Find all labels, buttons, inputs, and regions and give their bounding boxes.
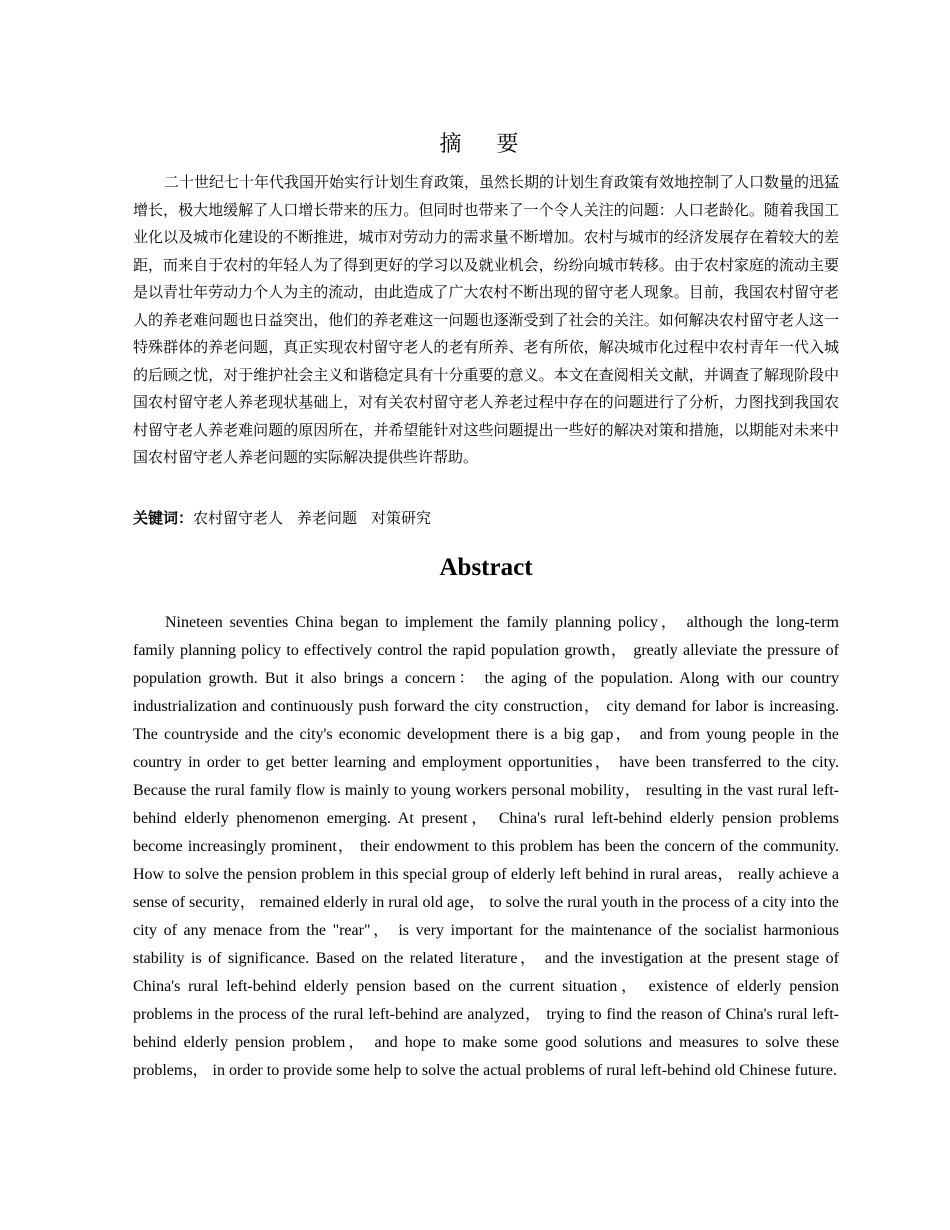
- keywords-line: [133, 505, 839, 531]
- english-abstract-body: Nineteen seventies China began to implement the family planning policy， although the long-term family planning policy to effectively control the rapid population growth， greatly alleviate the pressure of population growth. But it also brings a concern： the aging of the population. Along with our country industrialization and continuously push forward the city construction， city demand for labor is increasing. The countryside and the city's economic development there is a big gap， and from young people in the country in order to get better learning and employment opportunities， have been transferred to the city. Because the rural family flow is mainly to young workers personal mobility， resulting in the vast rural left-behind elderly phenomenon emerging. At present， China's rural left-behind elderly pension problems become increasingly prominent， their endowment to this problem has been the concern of the community. How to solve the pension problem in this special group of elderly left behind in rural areas， really achieve a sense of security， remained elderly in rural old age， to solve the rural youth in the process of a city into the city of any menace from the "rear"， is very important for the maintenance of the socialist harmonious stability is of significance. Based on the related literature， and the investigation at the present stage of China's rural left-behind elderly pension based on the current situation， existence of elderly pension problems in the process of the rural left-behind are analyzed， trying to find the reason of China's rural left-behind elderly pension problem， and hope to make some good solutions and measures to solve these problems， in order to provide some help to solve the actual problems of rural left-behind old Chinese future.: [133, 614, 840, 1079]
- chinese-abstract-body: 二十世纪七十年代我国开始实行计划生育政策，虽然长期的计划生育政策有效地控制了人口数量的迅猛增长，极大地缓解了人口增长带来的压力。但同时也带来了一个令人关注的问题：人口老龄化。随着我国工业化以及城市化建设的不断推进，城市对劳动力的需求量不断增加。农村与城市的经济发展存在着较大的差距，而来自于农村的年轻人为了得到更好的学习以及就业机会，纷纷向城市转移。由于农村家庭的流动主要是以青壮年劳动力个人为主的流动，由此造成了广大农村不断出现的留守老人现象。目前，我国农村留守老人的养老难问题也日益突出，他们的养老难这一问题也逐渐受到了社会的关注。如何解决农村留守老人这一特殊群体的养老问题，真正实现农村留守老人的老有所养、老有所依，解决城市化过程中农村青年一代入城的后顾之忧，对于维护社会主义和谐稳定具有十分重要的意义。本文在查阅相关文献，并调查了解现阶段中国农村留守老人养老现状基础上，对有关农村留守老人养老过程中存在的问题进行了分析，力图找到我国农村留守老人养老难问题的原因所在，并希望能针对这些问题提出一些好的解决对策和措施，以期能对未来中国农村留守老人养老问题的实际解决提供些许帮助。: [133, 173, 840, 466]
- keywords-label: 关键词：: [133, 509, 194, 527]
- chinese-abstract-title: 摘 要: [439, 132, 533, 157]
- keyword-item: 对策研究: [371, 509, 432, 527]
- english-abstract-title: Abstract: [439, 554, 533, 581]
- keyword-item: 农村留守老人: [193, 509, 284, 527]
- keyword-item: 养老问题: [297, 509, 358, 527]
